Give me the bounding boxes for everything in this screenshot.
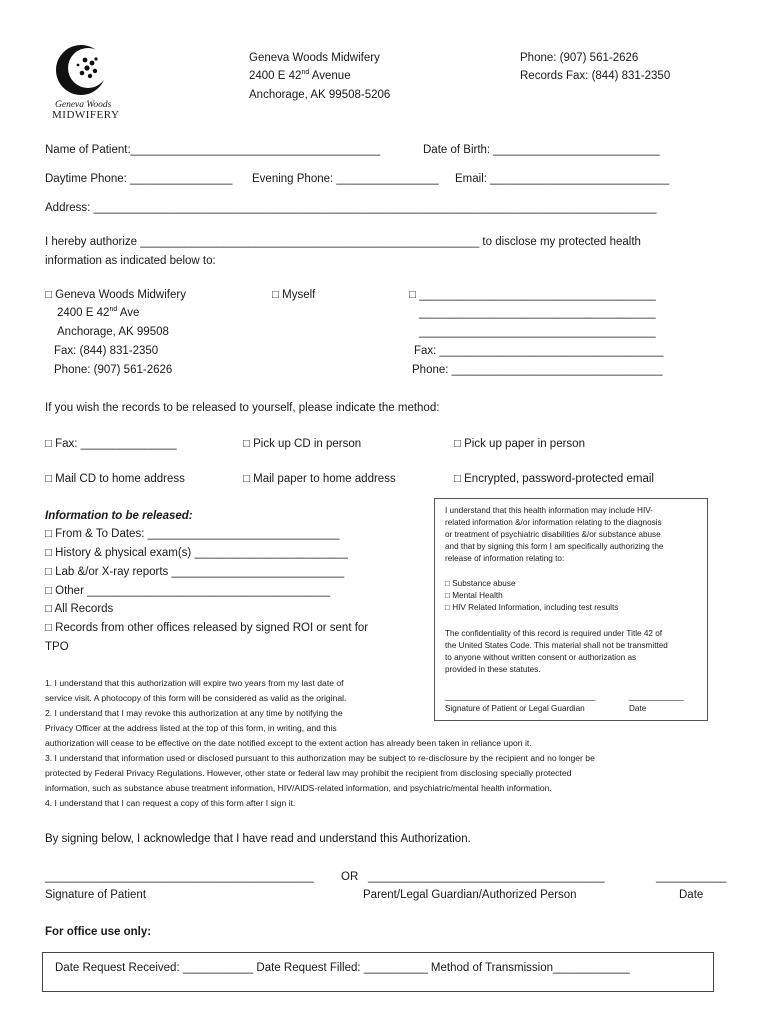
patient-name-field[interactable]: Name of Patient:_______________________________________	[45, 144, 381, 156]
recipient-other-line2[interactable]: _____________________________________	[419, 307, 656, 319]
terms-line4: Privacy Officer at the address listed at the top of this form, in writing, and this	[45, 723, 337, 733]
org-records-fax: Records Fax: (844) 831-2350	[520, 70, 671, 82]
hiv-date-line[interactable]: ____________	[629, 692, 684, 701]
patient-signature-line[interactable]: __________________________________________	[45, 871, 314, 883]
hiv-p1-line4: and that by signing this form I am specifically authorizing the	[445, 542, 664, 551]
acknowledge-statement: By signing below, I acknowledge that I have read and understand this Authorization.	[45, 833, 471, 845]
hiv-signature-line[interactable]: _________________________________	[445, 692, 596, 701]
recipient-other-fax[interactable]: Fax: ___________________________________	[414, 345, 664, 357]
hiv-substance-abuse-checkbox[interactable]: □ Substance abuse	[445, 579, 516, 588]
daytime-phone-field[interactable]: Daytime Phone: ________________	[45, 173, 233, 185]
authorize-line2: information as indicated below to:	[45, 255, 216, 267]
method-mail-paper-checkbox[interactable]: □ Mail paper to home address	[243, 473, 396, 485]
method-pickup-paper-checkbox[interactable]: □ Pick up paper in person	[454, 438, 585, 450]
info-other-offices-checkbox[interactable]: □ Records from other offices released by signed ROI or sent for	[45, 622, 369, 634]
hiv-consent-box	[434, 498, 708, 721]
hiv-p1-line1: I understand that this health information may include HIV-	[445, 506, 653, 515]
method-prompt: If you wish the records to be released to yourself, please indicate the method:	[45, 402, 440, 414]
office-use-fields[interactable]: Date Request Received: ___________ Date Request Filled: __________ Method of Transmission____________	[55, 962, 630, 974]
org-address-line2: Anchorage, AK 99508-5206	[249, 89, 391, 101]
hiv-p1-line3: or treatment of psychiatric disabilities &/or substance abuse	[445, 530, 661, 539]
terms-line5: authorization will cease to be effective on the date notified except to the extent action has already been taken in reliance upon it.	[45, 738, 532, 748]
hiv-p1-line2: related information &/or information relating to the diagnosis	[445, 518, 662, 527]
hiv-p2-line4: provided in these statutes.	[445, 665, 541, 674]
address-field[interactable]: Address: ________________________________________________________________________________________	[45, 202, 657, 214]
evening-phone-field[interactable]: Evening Phone: ________________	[252, 173, 439, 185]
info-other-offices-line2: TPO	[45, 641, 69, 653]
recipient-other-line3[interactable]: _____________________________________	[419, 326, 656, 338]
info-other-checkbox[interactable]: □ Other ______________________________________	[45, 585, 331, 597]
office-use-box	[42, 952, 714, 992]
recipient-other-phone[interactable]: Phone: _________________________________	[412, 364, 663, 376]
hiv-p2-line2: the United States Code. This material shall not be transmitted	[445, 641, 668, 650]
hiv-signature-label: Signature of Patient or Legal Guardian	[445, 704, 585, 713]
terms-line1: 1. I understand that this authorization will expire two years from my last date of	[45, 678, 344, 688]
hiv-p2-line1: The confidentiality of this record is required under Title 42 of	[445, 629, 663, 638]
date-of-birth-field[interactable]: Date of Birth: __________________________	[423, 144, 660, 156]
method-mail-cd-checkbox[interactable]: □ Mail CD to home address	[45, 473, 185, 485]
signing-date-line[interactable]: ___________	[656, 871, 727, 883]
logo-text-line1: Geneva Woods	[55, 100, 112, 110]
recipient-gw-fax: Fax: (844) 831-2350	[54, 345, 159, 357]
office-use-heading: For office use only:	[45, 926, 152, 938]
guardian-signature-line[interactable]: _____________________________________	[368, 871, 605, 883]
terms-line3: 2. I understand that I may revoke this authorization at any time by notifying the	[45, 708, 343, 718]
hiv-p2-line3: to anyone without written consent or authorization as	[445, 653, 637, 662]
recipient-other-checkbox[interactable]: □ _____________________________________	[409, 289, 656, 301]
info-all-records-checkbox[interactable]: □ All Records	[45, 603, 114, 615]
method-encrypted-email-checkbox[interactable]: □ Encrypted, password-protected email	[454, 473, 654, 485]
recipient-gw-phone: Phone: (907) 561-2626	[54, 364, 173, 376]
recipient-gw-address2: Anchorage, AK 99508	[57, 326, 169, 338]
terms-line6: 3. I understand that information used or disclosed pursuant to this authorization may be subject to re-disclosure by the recipient and no longer be	[45, 753, 595, 763]
info-history-checkbox[interactable]: □ History & physical exam(s) ________________________	[45, 547, 348, 559]
hiv-p1-line5: release of information relating to:	[445, 554, 565, 563]
terms-line7: protected by Federal Privacy Regulations. However, other state or federal law may prohibit the recipient from disclosing specially protected	[45, 768, 572, 778]
org-address-line1: 2400 E 42nd Avenue	[249, 69, 351, 82]
hiv-date-label: Date	[629, 704, 647, 713]
email-field[interactable]: Email: ____________________________	[455, 173, 670, 185]
hiv-mental-health-checkbox[interactable]: □ Mental Health	[445, 591, 503, 600]
recipient-gw-address1: 2400 E 42nd Ave	[57, 306, 140, 319]
org-name: Geneva Woods Midwifery	[249, 52, 380, 64]
recipient-myself-checkbox[interactable]: □ Myself	[272, 289, 316, 301]
method-pickup-cd-checkbox[interactable]: □ Pick up CD in person	[243, 438, 362, 450]
guardian-signature-label: Parent/Legal Guardian/Authorized Person	[363, 889, 577, 901]
info-release-heading: Information to be released:	[45, 510, 193, 522]
or-label: OR	[341, 871, 359, 883]
recipient-geneva-woods-checkbox[interactable]: □ Geneva Woods Midwifery	[45, 289, 186, 301]
info-from-to-checkbox[interactable]: □ From & To Dates: ______________________________	[45, 528, 340, 540]
terms-line9: 4. I understand that I can request a copy of this form after I sign it.	[45, 798, 296, 808]
authorize-line[interactable]: I hereby authorize _____________________________________________________ to disclose my protected health	[45, 236, 641, 248]
logo-text-line2: MIDWIFERY	[52, 109, 120, 121]
signing-date-label: Date	[679, 889, 704, 901]
logo	[48, 44, 118, 124]
logo-moon-icon	[48, 44, 118, 102]
info-lab-checkbox[interactable]: □ Lab &/or X-ray reports ___________________________	[45, 566, 345, 578]
method-fax-checkbox[interactable]: □ Fax: _______________	[45, 438, 177, 450]
hiv-related-info-checkbox[interactable]: □ HIV Related Information, including test results	[445, 603, 619, 612]
patient-signature-label: Signature of Patient	[45, 889, 147, 901]
terms-line2: service visit. A photocopy of this form will be considered as valid as the original.	[45, 693, 347, 703]
terms-line8: information, such as substance abuse treatment information, HIV/AIDS-related information, and psychiatric/mental health information.	[45, 783, 552, 793]
org-phone: Phone: (907) 561-2626	[520, 52, 639, 64]
